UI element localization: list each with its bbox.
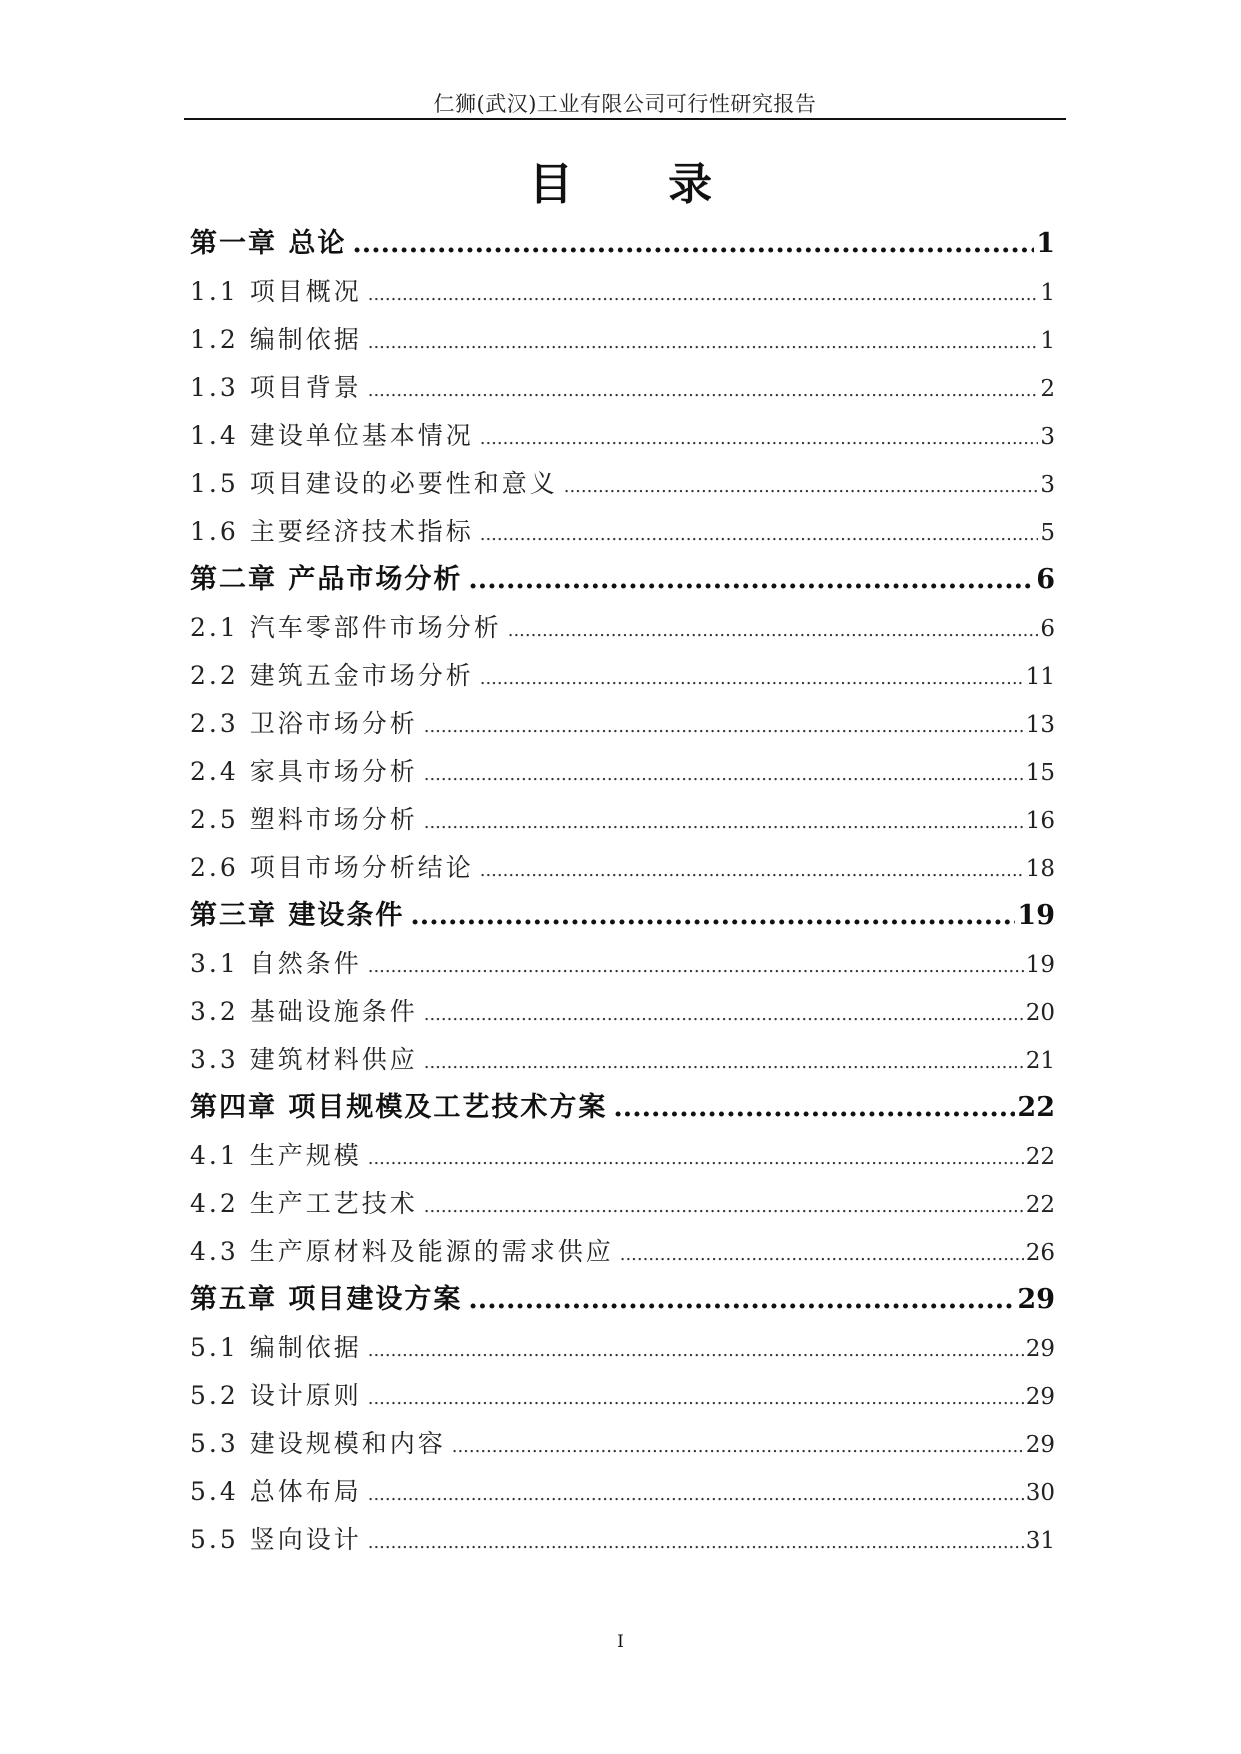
toc-entry[interactable] <box>190 1516 1055 1564</box>
toc-entry[interactable] <box>190 1324 1055 1372</box>
toc-entry[interactable] <box>190 1468 1055 1516</box>
toc-entry-label: 3.1 自然条件 <box>190 949 362 978</box>
toc-entry[interactable] <box>190 1132 1055 1180</box>
toc-entry[interactable] <box>190 556 1055 604</box>
toc-entry-page: 13 <box>1025 712 1055 738</box>
toc-entry-page: 30 <box>1025 1480 1055 1506</box>
toc-entry-page: 22 <box>1025 1192 1055 1218</box>
toc-entry[interactable] <box>190 796 1055 844</box>
page-title: 目 录 <box>528 159 753 210</box>
toc-entry[interactable] <box>190 652 1055 700</box>
toc-entry[interactable] <box>190 1036 1055 1084</box>
toc-entry-label: 5.4 总体布局 <box>190 1477 362 1506</box>
toc-entry-page: 16 <box>1025 808 1055 834</box>
toc-entry-label: 2.6 项目市场分析结论 <box>190 853 474 882</box>
toc-entry-label: 1.3 项目背景 <box>190 373 362 402</box>
toc-leader-dots <box>368 367 1039 415</box>
toc-entry-label: 1.6 主要经济技术指标 <box>190 517 474 546</box>
toc-entry-label: 4.1 生产规模 <box>190 1141 362 1170</box>
toc-entry-page: 11 <box>1025 664 1055 690</box>
toc-entry[interactable] <box>190 412 1055 460</box>
toc-entry[interactable] <box>190 508 1055 556</box>
toc-entry-page: 5 <box>1040 520 1055 546</box>
toc-entry[interactable] <box>190 748 1055 796</box>
toc-entry[interactable] <box>190 940 1055 988</box>
toc-entry[interactable] <box>190 700 1055 748</box>
toc-entry[interactable] <box>190 316 1055 364</box>
toc-leader-dots <box>508 607 1039 655</box>
toc-entry-label: 2.5 塑料市场分析 <box>190 805 418 834</box>
toc-entry[interactable] <box>190 1084 1055 1132</box>
toc-leader-dots <box>480 655 1024 703</box>
toc-entry-page: 31 <box>1025 1528 1055 1554</box>
toc-leader-dots <box>468 1276 1015 1324</box>
toc-entry-page: 3 <box>1040 472 1055 498</box>
toc-leader-dots <box>368 1135 1024 1183</box>
toc-entry-page: 1 <box>1040 328 1055 354</box>
toc-entry[interactable] <box>190 268 1055 316</box>
toc-entry-page: 21 <box>1025 1048 1055 1074</box>
toc-entry-label: 2.1 汽车零部件市场分析 <box>190 613 502 642</box>
toc-entry[interactable] <box>190 1420 1055 1468</box>
toc-entry-page: 29 <box>1025 1336 1055 1362</box>
toc-entry-page: 1 <box>1036 228 1055 259</box>
toc-leader-dots <box>368 319 1039 367</box>
toc-entry[interactable] <box>190 364 1055 412</box>
toc-leader-dots <box>480 511 1039 559</box>
toc-entry[interactable] <box>190 1180 1055 1228</box>
toc-leader-dots <box>468 556 1034 604</box>
toc-entry-page: 29 <box>1017 1284 1055 1315</box>
toc-entry-label: 4.2 生产工艺技术 <box>190 1189 418 1218</box>
toc-leader-dots <box>368 1471 1024 1519</box>
toc-entry[interactable] <box>190 1276 1055 1324</box>
toc-leader-dots <box>620 1231 1024 1279</box>
toc-entry-page: 3 <box>1040 424 1055 450</box>
toc-entry-label: 4.3 生产原材料及能源的需求供应 <box>190 1237 614 1266</box>
toc-leader-dots <box>424 1183 1024 1231</box>
toc-entry-label: 1.4 建设单位基本情况 <box>190 421 474 450</box>
toc-leader-dots <box>368 271 1039 319</box>
toc-leader-dots <box>352 220 1034 268</box>
toc-entry-page: 22 <box>1025 1144 1055 1170</box>
toc-entry[interactable] <box>190 604 1055 652</box>
running-header: 仁狮(武汉)工业有限公司可行性研究报告 <box>433 92 817 116</box>
toc-leader-dots <box>424 799 1024 847</box>
toc-entry[interactable] <box>190 220 1055 268</box>
toc-entry-page: 29 <box>1025 1384 1055 1410</box>
toc-entry-label: 2.4 家具市场分析 <box>190 757 418 786</box>
toc-leader-dots <box>424 703 1024 751</box>
toc-entry-page: 22 <box>1017 1092 1055 1123</box>
toc-entry-label: 2.2 建筑五金市场分析 <box>190 661 474 690</box>
toc-entry-page: 19 <box>1025 952 1055 978</box>
toc-entry-page: 19 <box>1017 900 1055 931</box>
toc-leader-dots <box>424 751 1024 799</box>
toc-entry-label: 1.1 项目概况 <box>190 277 362 306</box>
toc-entry-label: 1.2 编制依据 <box>190 325 362 354</box>
toc-entry-label: 5.5 竖向设计 <box>190 1525 362 1554</box>
toc-entry-page: 18 <box>1025 856 1055 882</box>
toc-entry-label: 第四章 项目规模及工艺技术方案 <box>190 1092 608 1123</box>
toc-entry-label: 第五章 项目建设方案 <box>190 1284 463 1315</box>
toc-leader-dots <box>368 1327 1024 1375</box>
toc-leader-dots <box>424 991 1024 1039</box>
toc-leader-dots <box>368 943 1024 991</box>
toc-entry-label: 第二章 产品市场分析 <box>190 564 463 595</box>
header-rule <box>184 118 1066 120</box>
toc-entry-label: 5.3 建设规模和内容 <box>190 1429 446 1458</box>
toc-leader-dots <box>368 1375 1024 1423</box>
toc-entry-page: 29 <box>1025 1432 1055 1458</box>
toc-entry-page: 15 <box>1025 760 1055 786</box>
toc-entry-label: 第三章 建设条件 <box>190 900 405 931</box>
toc-leader-dots <box>480 847 1024 895</box>
toc-entry-page: 20 <box>1025 1000 1055 1026</box>
toc-leader-dots <box>564 463 1039 511</box>
toc-entry-page: 6 <box>1036 564 1055 595</box>
toc-leader-dots <box>480 415 1039 463</box>
toc-leader-dots <box>452 1423 1024 1471</box>
page-number: I <box>617 1632 624 1652</box>
table-of-contents <box>190 220 1055 1564</box>
toc-entry-label: 3.2 基础设施条件 <box>190 997 418 1026</box>
toc-leader-dots <box>368 1519 1024 1567</box>
toc-entry-label: 5.2 设计原则 <box>190 1381 362 1410</box>
toc-entry[interactable] <box>190 1228 1055 1276</box>
toc-entry-page: 2 <box>1040 376 1055 402</box>
toc-entry[interactable] <box>190 1372 1055 1420</box>
toc-entry[interactable] <box>190 892 1055 940</box>
toc-entry-label: 2.3 卫浴市场分析 <box>190 709 418 738</box>
toc-entry[interactable] <box>190 460 1055 508</box>
toc-entry[interactable] <box>190 988 1055 1036</box>
toc-leader-dots <box>613 1084 1015 1132</box>
toc-entry-label: 3.3 建筑材料供应 <box>190 1045 418 1074</box>
toc-entry-page: 26 <box>1025 1240 1055 1266</box>
toc-entry[interactable] <box>190 844 1055 892</box>
toc-entry-label: 5.1 编制依据 <box>190 1333 362 1362</box>
toc-entry-page: 1 <box>1040 280 1055 306</box>
toc-entry-label: 第一章 总论 <box>190 228 347 259</box>
toc-entry-page: 6 <box>1040 616 1055 642</box>
toc-entry-label: 1.5 项目建设的必要性和意义 <box>190 469 558 498</box>
toc-leader-dots <box>424 1039 1024 1087</box>
toc-leader-dots <box>410 892 1015 940</box>
